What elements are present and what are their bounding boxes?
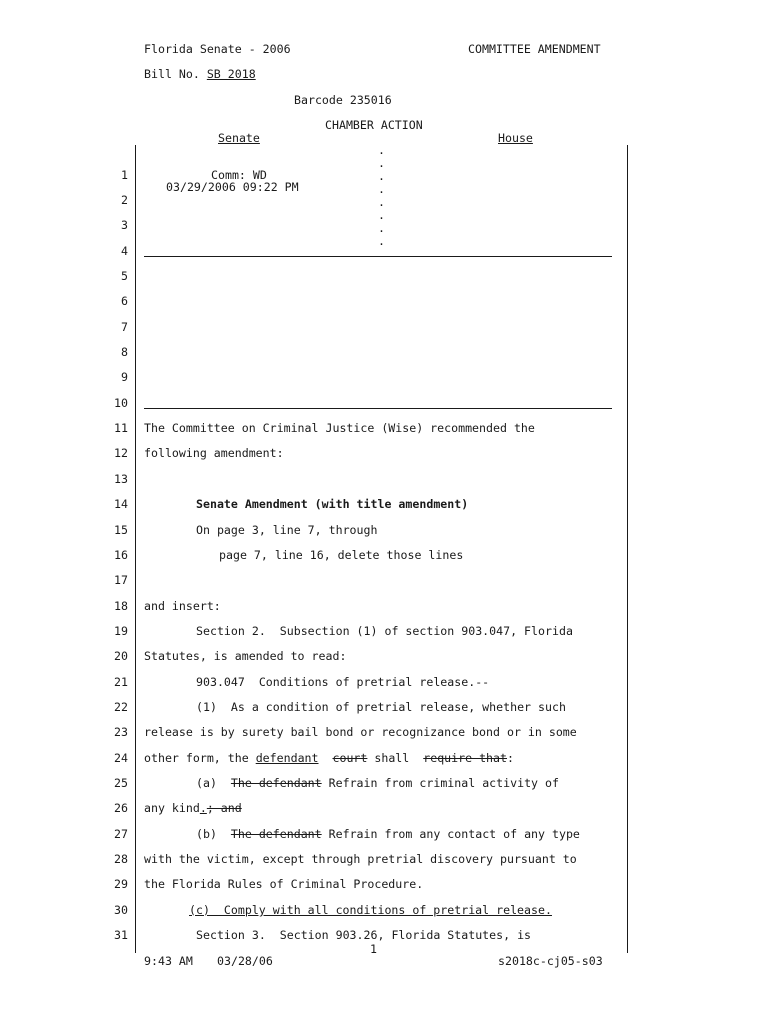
plain-text: (a) [196,776,231,790]
line-number: 26 [114,801,128,815]
line-number: 18 [114,599,128,613]
inserted-text: defendant [255,751,319,765]
separator-dot: . [378,208,385,222]
line-number: 22 [114,700,128,714]
chamber-divider-top [144,256,612,257]
line-number: 27 [114,827,128,841]
plain-text: (b) [196,827,231,841]
separator-dot: . [378,182,385,196]
line-number: 10 [114,396,128,410]
line-number: 12 [114,446,128,460]
deleted-text: require that [423,751,507,765]
line-number: 31 [114,928,128,942]
line-number: 21 [114,675,128,689]
body-line-26 [144,801,242,815]
chamber-action-title: CHAMBER ACTION [325,118,423,132]
amendment-heading: Senate Amendment (with title amendment) [196,497,469,511]
bill-link[interactable]: SB 2018 [206,67,256,81]
line-number: 3 [121,218,128,232]
plain-text: other form, the [144,751,256,765]
separator-dot: . [378,169,385,183]
line-number: 19 [114,624,128,638]
line-number: 30 [114,903,128,917]
line-number: 6 [121,294,128,308]
plain-text: shall [367,751,424,765]
deleted-text: ; and [206,801,242,815]
body-line-22: (1) As a condition of pretrial release, whether such [196,700,566,714]
body-line-16: page 7, line 16, delete those lines [219,548,464,562]
footer-time: 9:43 AM [144,954,193,968]
right-margin-rule [627,145,628,953]
body-line-25 [196,776,559,790]
plain-text: any kind [144,801,200,815]
line-number: 15 [114,523,128,537]
line-number: 25 [114,776,128,790]
body-line-24 [144,751,514,765]
body-line-28: with the victim, except through pretrial discovery pursuant to [144,852,577,866]
line-number: 16 [114,548,128,562]
page-number: 1 [370,942,377,956]
line-number: 24 [114,751,128,765]
action-datetime: 03/29/2006 09:22 PM [166,180,299,194]
line-number: 1 [121,168,128,182]
line-number: 28 [114,852,128,866]
body-line-12: following amendment: [144,446,284,460]
line-number: 29 [114,877,128,891]
inserted-text: (c) Comply with all conditions of pretrial release. [189,903,552,917]
inserted-text: . [199,801,207,815]
body-line-23: release is by surety bail bond or recognizance bond or in some [144,725,577,739]
plain-text: : [507,751,514,765]
body-line-11: The Committee on Criminal Justice (Wise) recommended the [144,421,535,435]
separator-dot: . [378,221,385,235]
bill-number [144,67,256,81]
separator-dot: . [378,156,385,170]
body-line-20: Statutes, is amended to read: [144,649,347,663]
deleted-text: The defendant [230,776,322,790]
body-line-21: 903.047 Conditions of pretrial release.-- [196,675,490,689]
separator-dot: . [378,195,385,209]
body-line-29: the Florida Rules of Criminal Procedure. [144,877,424,891]
chamber-divider-bottom [144,408,612,409]
body-line-31: Section 3. Section 903.26, Florida Statutes, is [196,928,532,942]
committee-code: Comm: WD [211,168,267,182]
body-line-18: and insert: [144,599,221,613]
separator-dot: . [378,143,385,157]
deleted-text: The defendant [230,827,322,841]
body-line-15: On page 3, line 7, through [196,523,378,537]
line-number: 4 [121,244,128,258]
line-number: 14 [114,497,128,511]
line-number: 13 [114,472,128,486]
plain-text: Refrain from criminal activity of [321,776,559,790]
line-number: 5 [121,269,128,283]
footer-date: 03/28/06 [217,954,273,968]
body-line-27 [196,827,580,841]
line-number: 20 [114,649,128,663]
line-number: 11 [114,421,128,435]
senate-heading: Senate [218,131,260,145]
bill-prefix: Bill No. [144,67,207,81]
header-left: Florida Senate - 2006 [144,42,291,56]
header-right: COMMITTEE AMENDMENT [468,42,601,56]
line-number: 2 [121,193,128,207]
line-number: 9 [121,370,128,384]
body-line-19: Section 2. Subsection (1) of section 903.047, Florida [196,624,573,638]
line-number: 23 [114,725,128,739]
house-heading: House [498,131,533,145]
line-number: 7 [121,320,128,334]
footer-code: s2018c-cj05-s03 [498,954,603,968]
barcode: Barcode 235016 [294,93,392,107]
plain-text [319,751,333,765]
deleted-text: court [332,751,368,765]
separator-dot: . [378,234,385,248]
plain-text: Refrain from any contact of any type [321,827,580,841]
line-number: 17 [114,573,128,587]
left-margin-rule [135,145,136,953]
line-number: 8 [121,345,128,359]
